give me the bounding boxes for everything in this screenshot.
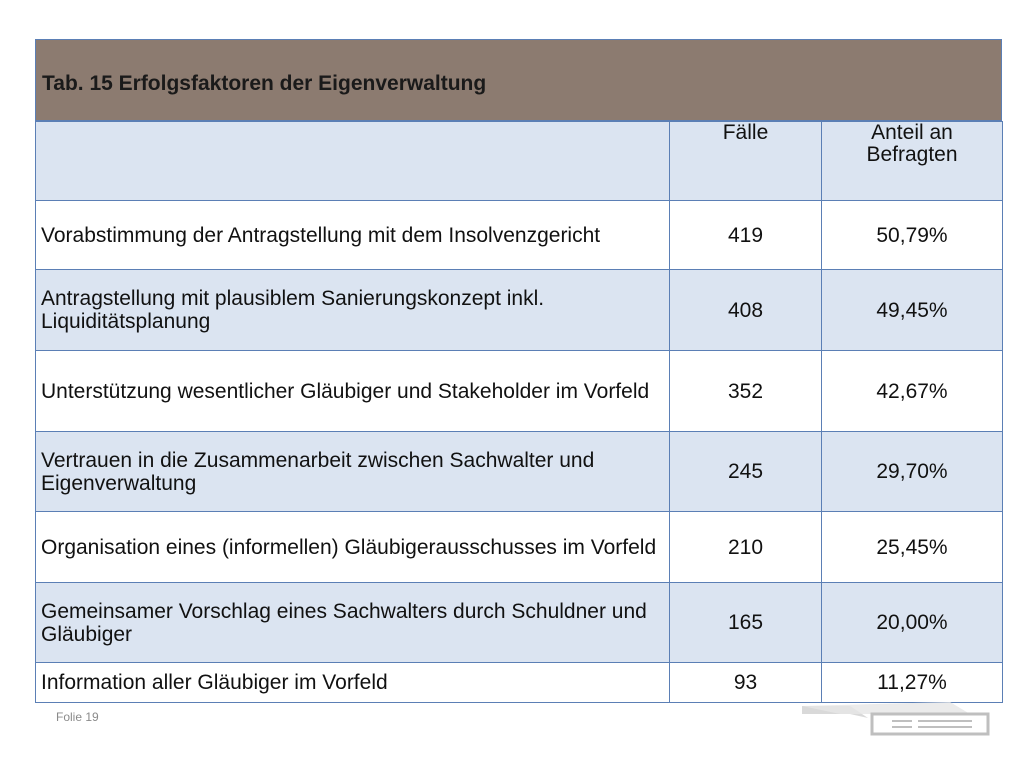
table-title-bar	[35, 39, 1002, 121]
row-cases: 408	[670, 270, 822, 351]
row-share: 49,45%	[822, 270, 1003, 351]
table-row	[36, 270, 1003, 351]
table-container	[35, 39, 1002, 703]
row-share: 11,27%	[822, 663, 1003, 703]
row-cases: 419	[670, 201, 822, 270]
table-row	[36, 512, 1003, 583]
row-cases: 93	[670, 663, 822, 703]
column-header-cases: Fälle	[670, 122, 822, 201]
column-header-share: Anteil an Befragten	[822, 122, 1003, 201]
row-share: 42,67%	[822, 351, 1003, 432]
table-row	[36, 663, 1003, 703]
row-cases: 352	[670, 351, 822, 432]
row-label: Gemeinsamer Vorschlag eines Sachwalters durch Schuldner und Gläubiger	[36, 583, 670, 663]
row-share: 50,79%	[822, 201, 1003, 270]
slide-number-label: Folie 19	[56, 710, 99, 724]
table-row	[36, 583, 1003, 663]
row-share: 20,00%	[822, 583, 1003, 663]
nav-bar-icon	[872, 714, 988, 734]
table-header-row	[36, 122, 1003, 201]
row-cases: 245	[670, 432, 822, 512]
row-share: 25,45%	[822, 512, 1003, 583]
table-row	[36, 351, 1003, 432]
row-label: Antragstellung mit plausiblem Sanierungskonzept inkl. Liquiditätsplanung	[36, 270, 670, 351]
table-row	[36, 432, 1003, 512]
table-title: Tab. 15 Erfolgsfaktoren der Eigenverwaltung	[42, 72, 487, 95]
row-label: Vorabstimmung der Antragstellung mit dem Insolvenzgericht	[36, 201, 670, 270]
row-label: Unterstützung wesentlicher Gläubiger und Stakeholder im Vorfeld	[36, 351, 670, 432]
row-cases: 165	[670, 583, 822, 663]
results-table	[35, 121, 1003, 703]
table-row	[36, 201, 1003, 270]
row-cases: 210	[670, 512, 822, 583]
row-label: Vertrauen in die Zusammenarbeit zwischen Sachwalter und Eigenverwaltung	[36, 432, 670, 512]
row-label: Organisation eines (informellen) Gläubigerausschusses im Vorfeld	[36, 512, 670, 583]
row-share: 29,70%	[822, 432, 1003, 512]
slide-nav-decoration	[800, 700, 1000, 740]
column-header-label	[36, 122, 670, 201]
row-label: Information aller Gläubiger im Vorfeld	[36, 663, 670, 703]
